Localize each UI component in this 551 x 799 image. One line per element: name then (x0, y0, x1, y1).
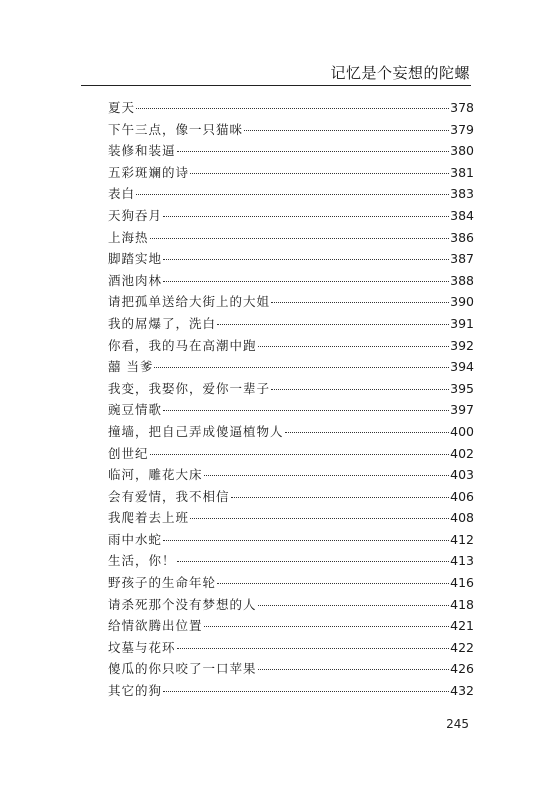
toc-entry (108, 464, 474, 486)
dot-leader (271, 389, 449, 390)
dot-leader (136, 194, 449, 195)
toc-entry-title: 其它的狗 (108, 683, 163, 699)
toc-entry-page: 418 (450, 596, 474, 612)
dot-leader (163, 410, 449, 411)
toc-entry-title: 生活，你！ (108, 553, 176, 569)
dot-leader (285, 432, 450, 433)
toc-entry (108, 399, 474, 421)
toc-entry-title: 五彩斑斓的诗 (108, 164, 190, 180)
toc-entry-page: 383 (450, 186, 474, 202)
toc-entry-page: 392 (450, 337, 474, 353)
toc-entry-title: 创世纪 (108, 445, 149, 461)
toc-entry-title: 傻瓜的你只咬了一口苹果 (108, 661, 257, 677)
toc-entry (108, 119, 474, 141)
toc-entry-page: 379 (450, 121, 474, 137)
toc-entry-page: 391 (450, 315, 474, 331)
dot-leader (217, 324, 449, 325)
dot-leader (163, 281, 449, 282)
toc-entry-page: 402 (450, 445, 474, 461)
toc-entry-page: 388 (450, 272, 474, 288)
toc-entry (108, 507, 474, 529)
toc-entry-title: 请把孤单送给大街上的大姐 (108, 294, 271, 310)
toc-entry (108, 550, 474, 572)
toc-entry-title: 临河，雕花大床 (108, 467, 203, 483)
toc-entry (108, 205, 474, 227)
toc-entry-page: 394 (450, 359, 474, 375)
page-number: 245 (446, 717, 469, 731)
toc-entry (108, 335, 474, 357)
toc-entry (108, 637, 474, 659)
toc-entry-title: 给情欲腾出位置 (108, 618, 203, 634)
running-header-title: 记忆是个妄想的陀螺 (330, 64, 470, 82)
toc-entry (108, 658, 474, 680)
toc-entry-page: 406 (450, 488, 474, 504)
toc-entry-title: 坟墓与花环 (108, 639, 176, 655)
dot-leader (177, 561, 450, 562)
dot-leader (190, 173, 449, 174)
toc-entry-page: 416 (450, 575, 474, 591)
toc-entry (108, 486, 474, 508)
toc-entry-title: 我爬着去上班 (108, 510, 190, 526)
dot-leader (258, 605, 450, 606)
toc-entry-title: 雨中水蛇 (108, 531, 163, 547)
toc-entry-page: 400 (450, 423, 474, 439)
toc-entry (108, 529, 474, 551)
dot-leader (177, 151, 450, 152)
dot-leader (204, 626, 450, 627)
dot-leader (154, 367, 449, 368)
dot-leader (231, 497, 450, 498)
toc-entry-page: 387 (450, 251, 474, 267)
toc-entry (108, 594, 474, 616)
toc-entry-title: 表白 (108, 186, 136, 202)
dot-leader (258, 669, 450, 670)
toc-entry (108, 356, 474, 378)
dot-leader (163, 691, 449, 692)
toc-entry (108, 378, 474, 400)
toc-entry-page: 422 (450, 639, 474, 655)
toc-entry-title: 豌豆情歌 (108, 402, 163, 418)
toc-entry (108, 162, 474, 184)
dot-leader (217, 583, 449, 584)
toc-entry-page: 384 (450, 207, 474, 223)
toc-entry-page: 408 (450, 510, 474, 526)
toc-entry-title: 会有爱情，我不相信 (108, 488, 230, 504)
toc-entry-page: 378 (450, 100, 474, 115)
toc-entry-title: 我变，我娶你，爱你一辈子 (108, 380, 271, 396)
toc-entry-page: 380 (450, 143, 474, 159)
toc-entry-page: 397 (450, 402, 474, 418)
toc-entry-page: 395 (450, 380, 474, 396)
toc-entry-title: 上海热 (108, 229, 149, 245)
toc-entry (108, 97, 474, 119)
toc-entry (108, 443, 474, 465)
dot-leader (190, 518, 449, 519)
toc-entry-page: 432 (450, 683, 474, 699)
toc-entry (108, 227, 474, 249)
dot-leader (244, 130, 449, 131)
toc-entry-page: 412 (450, 531, 474, 547)
dot-leader (136, 108, 449, 109)
toc-entry-title: 装修和装逼 (108, 143, 176, 159)
toc-entry (108, 313, 474, 335)
table-of-contents (108, 97, 474, 702)
dot-leader (271, 302, 449, 303)
toc-entry-title: 下午三点，像一只猫咪 (108, 121, 244, 137)
dot-leader (163, 540, 449, 541)
toc-entry (108, 140, 474, 162)
dot-leader (258, 346, 450, 347)
dot-leader (177, 648, 450, 649)
toc-entry-title: 请杀死那个没有梦想的人 (108, 596, 257, 612)
toc-entry-page: 421 (450, 618, 474, 634)
dot-leader (204, 475, 450, 476)
toc-entry (108, 421, 474, 443)
toc-entry-page: 381 (450, 164, 474, 180)
toc-entry-title: 撞墙，把自己弄成傻逼植物人 (108, 423, 284, 439)
toc-entry-page: 390 (450, 294, 474, 310)
toc-entry (108, 183, 474, 205)
dot-leader (163, 216, 449, 217)
toc-entry-page: 426 (450, 661, 474, 677)
toc-entry (108, 291, 474, 313)
toc-entry (108, 615, 474, 637)
toc-entry (108, 248, 474, 270)
toc-entry-title: 我的屌爆了，洗白 (108, 315, 217, 331)
toc-entry-page: 403 (450, 467, 474, 483)
dot-leader (163, 259, 449, 260)
dot-leader (150, 238, 450, 239)
toc-entry (108, 270, 474, 292)
toc-entry-page: 386 (450, 229, 474, 245)
toc-entry-title: 脚踏实地 (108, 251, 163, 267)
header-rule (81, 85, 471, 86)
toc-entry-title: 酒池肉林 (108, 272, 163, 288)
toc-entry-title: 囍 当爹 (108, 359, 154, 375)
toc-entry-page: 413 (450, 553, 474, 569)
toc-entry-title: 天狗吞月 (108, 207, 163, 223)
toc-entry-title: 野孩子的生命年轮 (108, 575, 217, 591)
toc-entry (108, 572, 474, 594)
toc-entry-title: 你看，我的马在高潮中跑 (108, 337, 257, 353)
toc-entry (108, 680, 474, 702)
dot-leader (150, 454, 450, 455)
toc-entry-title: 夏天 (108, 100, 136, 115)
